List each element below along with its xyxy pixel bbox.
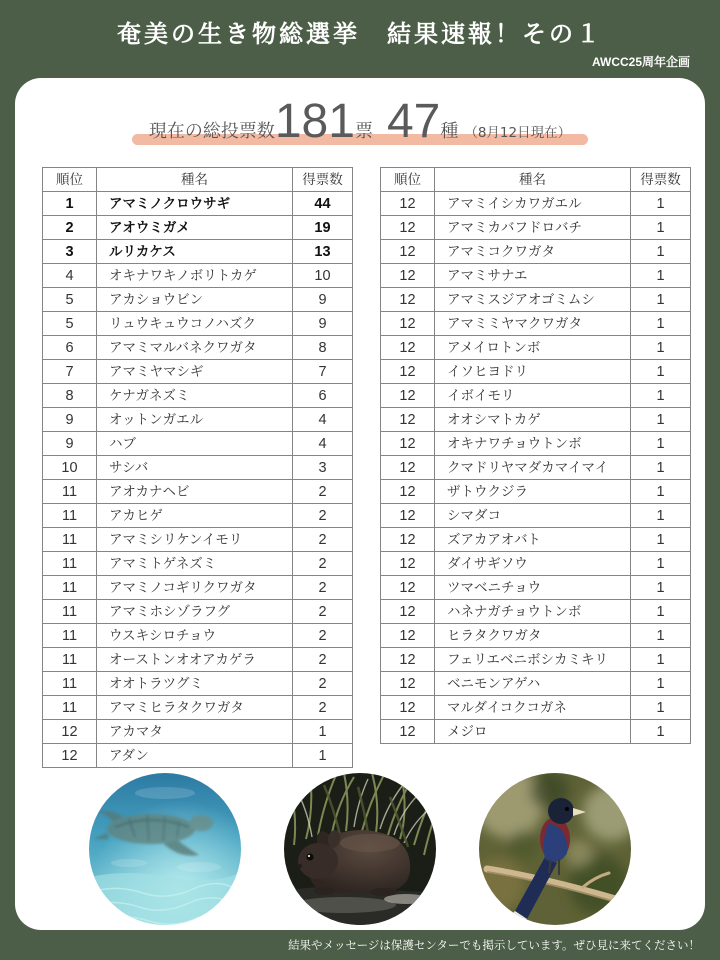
vote-count-cell: 1 (293, 744, 353, 768)
species-name-cell: アマミノクロウサギ (97, 192, 293, 216)
table-header-row (381, 168, 691, 192)
rank-cell: 12 (381, 312, 435, 336)
ranking-row (43, 576, 353, 600)
ranking-row (43, 456, 353, 480)
results-card (15, 78, 705, 930)
species-name-cell: アマミヤマシギ (97, 360, 293, 384)
vote-summary (15, 96, 705, 159)
ranking-row (43, 744, 353, 768)
total-votes-label: 現在の総投票数 (148, 121, 275, 142)
ranking-row (381, 384, 691, 408)
species-name-cell: アオウミガメ (97, 216, 293, 240)
rank-cell: 11 (43, 480, 97, 504)
species-name-cell: ハネナガチョウトンボ (435, 600, 631, 624)
species-name-cell: アカヒゲ (97, 504, 293, 528)
vote-count-cell: 44 (293, 192, 353, 216)
rank-cell: 12 (381, 240, 435, 264)
rank-cell: 7 (43, 360, 97, 384)
ranking-row (381, 600, 691, 624)
vote-count-cell: 2 (293, 672, 353, 696)
ranking-row (381, 528, 691, 552)
ranking-row (43, 648, 353, 672)
vote-count-cell: 4 (293, 432, 353, 456)
ranking-row (381, 672, 691, 696)
ranking-row (43, 720, 353, 744)
rank-cell: 12 (381, 288, 435, 312)
rank-cell: 12 (381, 504, 435, 528)
ranking-row (381, 192, 691, 216)
vote-count-cell: 2 (293, 528, 353, 552)
as-of-date: （8月12日現在） (464, 125, 572, 141)
rank-cell: 11 (43, 672, 97, 696)
rank-cell: 11 (43, 696, 97, 720)
species-column-header: 種名 (97, 168, 293, 192)
rank-column-header: 順位 (43, 168, 97, 192)
species-name-cell: ルリカケス (97, 240, 293, 264)
rank-cell: 5 (43, 312, 97, 336)
rank-cell: 1 (43, 192, 97, 216)
rank-cell: 12 (381, 408, 435, 432)
rank-column-header: 順位 (381, 168, 435, 192)
vote-count-cell: 1 (631, 528, 691, 552)
species-name-cell: イソヒヨドリ (435, 360, 631, 384)
species-name-cell: シマダコ (435, 504, 631, 528)
ranking-row (381, 408, 691, 432)
species-name-cell: ケナガネズミ (97, 384, 293, 408)
vote-count-cell: 1 (631, 672, 691, 696)
species-count-value: 47 (386, 95, 441, 148)
rank-cell: 9 (43, 432, 97, 456)
species-name-cell: アマミノコギリクワガタ (97, 576, 293, 600)
species-name-cell: アメイロトンボ (435, 336, 631, 360)
votes-column-header: 得票数 (631, 168, 691, 192)
ranking-row (381, 264, 691, 288)
species-unit: 種 (440, 121, 459, 142)
ranking-rows-right (381, 192, 691, 744)
species-name-cell: オキナワキノボリトカゲ (97, 264, 293, 288)
ranking-row (43, 216, 353, 240)
vote-count-cell: 1 (631, 312, 691, 336)
rank-cell: 12 (381, 720, 435, 744)
rank-cell: 2 (43, 216, 97, 240)
rank-cell: 11 (43, 648, 97, 672)
vote-count-cell: 1 (631, 264, 691, 288)
species-name-cell: マルダイコクコガネ (435, 696, 631, 720)
rank-cell: 12 (381, 528, 435, 552)
rank-cell: 4 (43, 264, 97, 288)
ranking-row (43, 264, 353, 288)
ranking-row (43, 360, 353, 384)
vote-count-cell: 1 (631, 624, 691, 648)
ranking-row (43, 384, 353, 408)
ranking-table-right (380, 167, 691, 744)
ranking-row (381, 432, 691, 456)
rank-cell: 5 (43, 288, 97, 312)
rank-cell: 11 (43, 504, 97, 528)
vote-count-cell: 1 (631, 240, 691, 264)
ranking-row (381, 720, 691, 744)
rank-cell: 8 (43, 384, 97, 408)
species-name-cell: サシバ (97, 456, 293, 480)
species-name-cell: アマミシリケンイモリ (97, 528, 293, 552)
vote-count-cell: 13 (293, 240, 353, 264)
rank-cell: 12 (381, 624, 435, 648)
rank-cell: 6 (43, 336, 97, 360)
rank-cell: 12 (381, 264, 435, 288)
lidths-jay-photo (479, 773, 631, 925)
species-name-cell: アマミコクワガタ (435, 240, 631, 264)
vote-count-cell: 2 (293, 648, 353, 672)
ranking-row (43, 432, 353, 456)
species-name-cell: オットンガエル (97, 408, 293, 432)
vote-count-cell: 1 (631, 408, 691, 432)
rank-cell: 9 (43, 408, 97, 432)
ranking-row (381, 312, 691, 336)
vote-count-cell: 2 (293, 480, 353, 504)
ranking-row (381, 552, 691, 576)
rank-cell: 11 (43, 528, 97, 552)
species-name-cell: オーストンオオアカゲラ (97, 648, 293, 672)
species-name-cell: ベニモンアゲハ (435, 672, 631, 696)
table-header-row (43, 168, 353, 192)
ranking-row (381, 696, 691, 720)
vote-count-cell: 1 (631, 216, 691, 240)
rank-cell: 12 (381, 648, 435, 672)
species-name-cell: アマミトゲネズミ (97, 552, 293, 576)
rank-cell: 12 (381, 672, 435, 696)
species-name-cell: ヒラタクワガタ (435, 624, 631, 648)
species-name-cell: ハブ (97, 432, 293, 456)
vote-count-cell: 1 (631, 480, 691, 504)
total-votes-value: 181 (274, 95, 355, 148)
footer-note: 結果やメッセージは保護センターでも掲示しています。ぜひ見に来てください！ (288, 938, 700, 952)
vote-count-cell: 2 (293, 504, 353, 528)
ranking-row (43, 312, 353, 336)
rank-cell: 12 (381, 192, 435, 216)
rank-cell: 12 (43, 720, 97, 744)
rank-cell: 12 (381, 360, 435, 384)
vote-count-cell: 10 (293, 264, 353, 288)
species-name-cell: アカショウビン (97, 288, 293, 312)
ranking-row (381, 456, 691, 480)
ranking-row (43, 408, 353, 432)
rank-cell: 11 (43, 624, 97, 648)
species-name-cell: アカマタ (97, 720, 293, 744)
ranking-row (43, 192, 353, 216)
vote-count-cell: 1 (631, 288, 691, 312)
anniversary-tagline: AWCC25周年企画 (591, 55, 690, 69)
ranking-row (381, 504, 691, 528)
vote-count-cell: 1 (631, 336, 691, 360)
rank-cell: 12 (381, 336, 435, 360)
rank-cell: 11 (43, 576, 97, 600)
vote-count-cell: 4 (293, 408, 353, 432)
vote-count-cell: 8 (293, 336, 353, 360)
species-name-cell: メジロ (435, 720, 631, 744)
ranking-row (381, 480, 691, 504)
ranking-row (43, 288, 353, 312)
rank-cell: 11 (43, 552, 97, 576)
vote-count-cell: 1 (631, 360, 691, 384)
vote-count-cell: 6 (293, 384, 353, 408)
rank-cell: 12 (381, 432, 435, 456)
vote-count-cell: 1 (631, 456, 691, 480)
votes-column-header: 得票数 (293, 168, 353, 192)
vote-count-cell: 7 (293, 360, 353, 384)
species-name-cell: ダイサギソウ (435, 552, 631, 576)
vote-count-cell: 1 (631, 576, 691, 600)
rank-cell: 12 (381, 576, 435, 600)
ranking-row (381, 576, 691, 600)
sea-turtle-photo (89, 773, 241, 925)
vote-count-cell: 2 (293, 624, 353, 648)
ranking-row (381, 624, 691, 648)
species-name-cell: オオトラツグミ (97, 672, 293, 696)
vote-count-cell: 9 (293, 288, 353, 312)
species-name-cell: ツマベニチョウ (435, 576, 631, 600)
vote-count-cell: 1 (631, 192, 691, 216)
ranking-row (381, 288, 691, 312)
ranking-table-left (42, 167, 353, 768)
vote-count-cell: 1 (631, 384, 691, 408)
ranking-row (381, 336, 691, 360)
rank-cell: 12 (381, 384, 435, 408)
ranking-row (381, 216, 691, 240)
species-name-cell: イボイモリ (435, 384, 631, 408)
vote-count-cell: 1 (631, 432, 691, 456)
rank-cell: 12 (381, 456, 435, 480)
vote-count-cell: 2 (293, 600, 353, 624)
vote-count-cell: 1 (631, 552, 691, 576)
ranking-row (43, 240, 353, 264)
vote-count-cell: 1 (631, 720, 691, 744)
species-name-cell: アオカナヘビ (97, 480, 293, 504)
species-name-cell: アダン (97, 744, 293, 768)
vote-count-cell: 9 (293, 312, 353, 336)
amami-rabbit-photo (284, 773, 436, 925)
rank-cell: 3 (43, 240, 97, 264)
ranking-row (43, 480, 353, 504)
rank-cell: 11 (43, 600, 97, 624)
species-name-cell: フェリエベニボシカミキリ (435, 648, 631, 672)
species-name-cell: アマミミヤマクワガタ (435, 312, 631, 336)
rank-cell: 12 (381, 600, 435, 624)
rank-cell: 12 (381, 696, 435, 720)
vote-count-cell: 1 (631, 600, 691, 624)
vote-count-cell: 1 (631, 696, 691, 720)
ranking-row (43, 552, 353, 576)
ranking-row (43, 672, 353, 696)
species-name-cell: クマドリヤマダカマイマイ (435, 456, 631, 480)
vote-count-cell: 2 (293, 696, 353, 720)
vote-count-cell: 2 (293, 576, 353, 600)
species-name-cell: リュウキュウコノハズク (97, 312, 293, 336)
rank-cell: 12 (381, 480, 435, 504)
ranking-row (43, 528, 353, 552)
vote-count-cell: 2 (293, 552, 353, 576)
species-name-cell: アマミマルバネクワガタ (97, 336, 293, 360)
ranking-row (381, 240, 691, 264)
ranking-row (43, 624, 353, 648)
vote-count-cell: 19 (293, 216, 353, 240)
vote-count-cell: 3 (293, 456, 353, 480)
ranking-rows-left (43, 192, 353, 768)
rank-cell: 12 (381, 552, 435, 576)
ranking-row (43, 336, 353, 360)
species-column-header: 種名 (435, 168, 631, 192)
species-name-cell: ザトウクジラ (435, 480, 631, 504)
sea-floor (89, 873, 241, 925)
species-name-cell: アマミサナエ (435, 264, 631, 288)
ranking-row (43, 600, 353, 624)
species-name-cell: アマミスジアオゴミムシ (435, 288, 631, 312)
ranking-row (43, 696, 353, 720)
rank-cell: 12 (381, 216, 435, 240)
species-name-cell: アマミイシカワガエル (435, 192, 631, 216)
poster-title: 奄美の生き物総選挙 結果速報！その１ (117, 20, 603, 48)
vote-count-cell: 1 (631, 648, 691, 672)
species-name-cell: ウスキシロチョウ (97, 624, 293, 648)
species-name-cell: アマミホシゾラフグ (97, 600, 293, 624)
ranking-row (381, 360, 691, 384)
species-name-cell: オオシマトカゲ (435, 408, 631, 432)
species-name-cell: ズアカアオバト (435, 528, 631, 552)
votes-unit: 票 (354, 121, 373, 142)
species-name-cell: オキナワチョウトンボ (435, 432, 631, 456)
vote-count-cell: 1 (293, 720, 353, 744)
species-name-cell: アマミヒラタクワガタ (97, 696, 293, 720)
rank-cell: 12 (43, 744, 97, 768)
rank-cell: 10 (43, 456, 97, 480)
ranking-row (381, 648, 691, 672)
species-name-cell: アマミカバフドロバチ (435, 216, 631, 240)
ranking-row (43, 504, 353, 528)
vote-count-cell: 1 (631, 504, 691, 528)
